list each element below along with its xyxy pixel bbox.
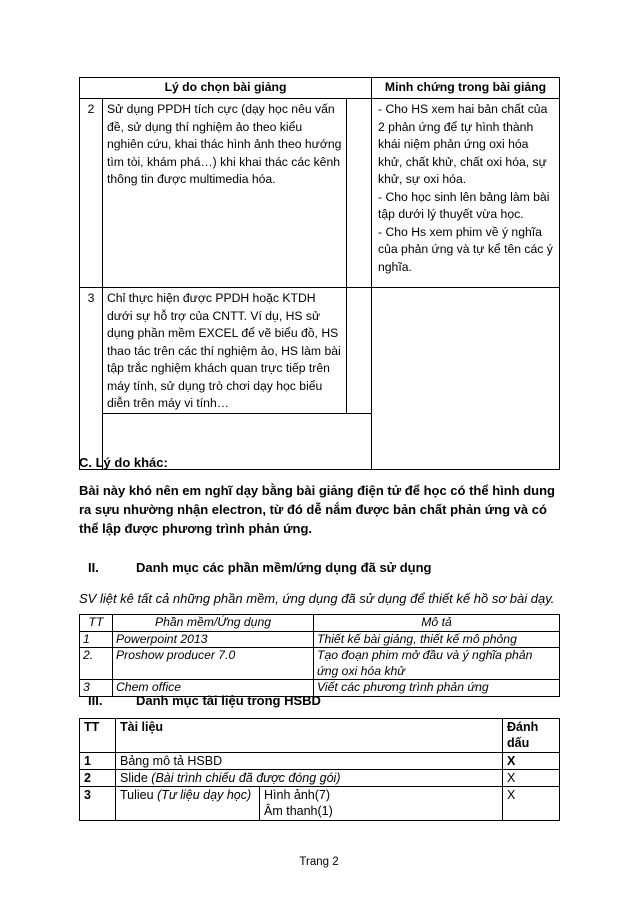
software-table bbox=[79, 614, 560, 697]
header-document: Tài liệu bbox=[116, 719, 503, 753]
section-title: Danh mục các phần mềm/ứng dụng đã sử dụng bbox=[136, 560, 432, 575]
table-header-row bbox=[80, 615, 560, 632]
table-header-row bbox=[80, 78, 560, 99]
evidence-cell bbox=[372, 99, 560, 288]
reasons-table bbox=[79, 77, 560, 470]
document-name: Slide bbox=[120, 771, 152, 785]
evidence-item: - Cho Hs xem phim về ý nghĩa của phản ứng và tự kể tên các ý nghĩa. bbox=[378, 224, 553, 274]
empty-cell bbox=[347, 99, 372, 288]
reason-cell: Chỉ thực hiện được PPDH hoặc KTDH dưới sự hỗ trợ của CNTT. Ví dụ, HS sử dụng phần mềm EXCEL để vẽ biểu đồ, HS thao tác trên các thí nghiệm ảo, HS làm bài tập trắc nghiệm khách quan trực tiếp trên máy tính, sử dụng trò chơi dạy học biểu diễn trên máy vi tính… bbox=[103, 288, 347, 414]
cell-software: Powerpoint 2013 bbox=[113, 631, 314, 648]
cell-document bbox=[116, 770, 503, 787]
document-name: Tulieu bbox=[120, 788, 158, 802]
subitem-audio: Âm thanh(1) bbox=[264, 804, 333, 818]
section-title: Danh mục tài liệu trong HSBD bbox=[136, 693, 321, 708]
cell-tt: 2 bbox=[80, 770, 116, 787]
cell-document bbox=[116, 787, 260, 821]
cell-tt: 1 bbox=[80, 631, 113, 648]
section-2-intro: SV liệt kê tất cả những phần mềm, ứng dụng đã sử dụng để thiết kế hồ sơ bài dạy. bbox=[79, 591, 555, 606]
cell-tt: 3 bbox=[80, 787, 116, 821]
cell-document: Bảng mô tả HSBD bbox=[116, 753, 503, 770]
page-number: Trang 2 bbox=[299, 856, 339, 868]
evidence-item: - Cho HS xem hai bản chất của 2 phản ứng để tự hình thành khái niệm phản ứng oxi hóa khử, chất khử, chất oxi hóa, sự khử, sự oxi hóa. bbox=[378, 102, 548, 186]
section-c-title: C. Lý do khác: bbox=[79, 455, 168, 470]
section-2-heading bbox=[88, 560, 431, 575]
section-number: III. bbox=[88, 693, 103, 708]
cell-subitems bbox=[260, 787, 503, 821]
table-row bbox=[80, 288, 560, 414]
cell-tt: 1 bbox=[80, 753, 116, 770]
header-mark: Đánh dấu bbox=[503, 719, 560, 753]
cell-software: Chem office bbox=[113, 680, 314, 697]
evidence-item: - Cho học sinh lên bảng làm bài tập dưới lý thuyết vừa học. bbox=[378, 189, 550, 221]
cell-description: Viết các phương trình phản ứng bbox=[314, 680, 560, 697]
row-number: 2 bbox=[80, 99, 103, 288]
table-row bbox=[80, 753, 560, 770]
evidence-cell bbox=[372, 288, 560, 470]
table-row bbox=[80, 631, 560, 648]
header-tt: TT bbox=[80, 719, 116, 753]
table-row bbox=[80, 648, 560, 680]
subitem-images: Hình ảnh(7) bbox=[264, 788, 331, 802]
empty-cell bbox=[347, 288, 372, 414]
header-tt: TT bbox=[80, 615, 113, 632]
cell-description: Tạo đoạn phim mở đầu và ý nghĩa phản ứng oxi hóa khử bbox=[314, 648, 560, 680]
table-row bbox=[80, 99, 560, 288]
header-evidence: Minh chứng trong bài giảng bbox=[372, 78, 560, 99]
cell-software: Proshow producer 7.0 bbox=[113, 648, 314, 680]
cell-tt: 2. bbox=[80, 648, 113, 680]
section-number: II. bbox=[88, 560, 99, 575]
document-note: (Bài trình chiếu đã được đóng gói) bbox=[151, 771, 341, 785]
reason-cell: Sử dụng PPDH tích cực (dạy học nêu vấn đề, sử dụng thí nghiệm ảo theo kiểu nghiên cứu, khai thác hình ảnh theo hướng tìm tòi, khám phá…) khi khai thác các kênh thông tin được multimedia hóa. bbox=[103, 99, 347, 288]
cell-mark: X bbox=[503, 787, 560, 821]
table-row bbox=[80, 770, 560, 787]
table-row bbox=[80, 787, 560, 821]
table-header-row bbox=[80, 719, 560, 753]
header-software: Phần mềm/Ứng dụng bbox=[113, 615, 314, 632]
documents-table bbox=[79, 718, 560, 821]
header-reason: Lý do chọn bài giảng bbox=[80, 78, 372, 99]
cell-description: Thiết kế bài giảng, thiết kế mô phỏng bbox=[314, 631, 560, 648]
header-description: Mô tả bbox=[314, 615, 560, 632]
cell-tt: 3 bbox=[80, 680, 113, 697]
document-note: (Tư liệu dạy học) bbox=[157, 788, 252, 802]
row-number: 3 bbox=[80, 288, 103, 470]
cell-mark: X bbox=[503, 753, 560, 770]
section-c-text: Bài này khó nên em nghĩ dạy bằng bài giảng điện tử để học có thể hình dung ra sựu nhường nhận electron, từ đó dễ nắm được bản chất phản ứng và có thể lập được phương trình phản ứng. bbox=[79, 483, 555, 536]
cell-mark: X bbox=[503, 770, 560, 787]
section-3-heading bbox=[88, 693, 321, 708]
